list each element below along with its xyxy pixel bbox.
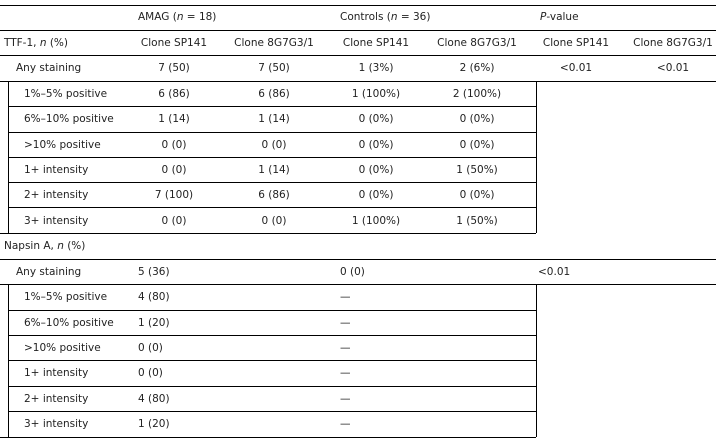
row-label: 6%–10% positive: [24, 317, 114, 329]
rule-right-border: [536, 81, 537, 233]
table-cell: 4 (80): [138, 291, 170, 303]
table-cell: <0.01: [559, 62, 593, 74]
rule-top: [0, 5, 716, 6]
table-cell: 0 (0): [138, 367, 163, 379]
column-header: Clone SP141: [140, 37, 208, 49]
table-cell: 1 (100%): [351, 88, 401, 100]
table-cell: —: [340, 317, 351, 329]
table-cell: 1 (14): [158, 113, 190, 125]
row-label: 3+ intensity: [24, 215, 89, 227]
table-cell: 1 (3%): [358, 62, 394, 74]
table-cell: 2 (100%): [452, 88, 502, 100]
table-cell: <0.01: [538, 266, 571, 278]
rule-napsin-header: [0, 259, 716, 260]
rule-ttf1-any: [0, 81, 716, 82]
rule-ttf1-row: [8, 157, 536, 158]
table-cell: —: [340, 393, 351, 405]
table-cell: 0 (0%): [358, 113, 394, 125]
table-cell: 0 (0): [340, 266, 365, 278]
table-cell: 0 (0%): [358, 164, 394, 176]
table-cell: 6 (86): [258, 189, 290, 201]
row-label: Any staining: [16, 266, 82, 278]
group-header-pvalue: P-value: [540, 11, 579, 23]
table-cell: 0 (0): [161, 215, 187, 227]
column-header: Clone 8G7G3/1: [437, 37, 517, 49]
rule-bottom: [0, 437, 536, 438]
table-cell: 0 (0): [161, 139, 187, 151]
table-cell: 1 (50%): [456, 215, 498, 227]
row-label: 2+ intensity: [24, 189, 89, 201]
rule-left-border: [8, 284, 9, 437]
row-label: 1%–5% positive: [24, 88, 108, 100]
table-cell: 0 (0%): [459, 189, 495, 201]
column-header: Clone 8G7G3/1: [633, 37, 713, 49]
rule-napsin-row: [8, 360, 536, 361]
rule-ttf1-row: [8, 207, 536, 208]
table-cell: 5 (36): [138, 266, 170, 278]
table-cell: 1 (100%): [351, 215, 401, 227]
table-cell: 1 (14): [258, 164, 290, 176]
table-cell: 0 (0): [138, 342, 163, 354]
table-cell: 0 (0): [261, 139, 287, 151]
table-cell: 0 (0%): [358, 189, 394, 201]
rule-header-mid: [0, 30, 716, 31]
column-header: Clone 8G7G3/1: [234, 37, 314, 49]
table-cell: 1 (50%): [456, 164, 498, 176]
row-label: >10% positive: [24, 139, 101, 151]
column-header: Clone SP141: [342, 37, 410, 49]
table-cell: —: [340, 291, 351, 303]
rule-napsin-row: [8, 411, 536, 412]
table-cell: 7 (50): [258, 62, 290, 74]
row-label: 1+ intensity: [24, 164, 89, 176]
table-cell: 6 (86): [258, 88, 290, 100]
rule-napsin-row: [8, 310, 536, 311]
table-cell: 6 (86): [158, 88, 190, 100]
table-cell: 0 (0): [261, 215, 287, 227]
table-cell: 0 (0%): [459, 139, 495, 151]
table-cell: 4 (80): [138, 393, 170, 405]
table-cell: —: [340, 342, 351, 354]
column-header: Clone SP141: [542, 37, 610, 49]
rule-ttf1-row: [8, 182, 536, 183]
row-label: 2+ intensity: [24, 393, 89, 405]
row-label: Any staining: [16, 62, 82, 74]
rule-header-bottom: [0, 55, 716, 56]
rule-left-border: [8, 81, 9, 233]
row-label: 6%–10% positive: [24, 113, 114, 125]
rule-napsin-any: [0, 284, 716, 285]
rule-napsin-row: [8, 335, 536, 336]
table-cell: 1 (14): [258, 113, 290, 125]
row-label: >10% positive: [24, 342, 101, 354]
table-cell: 1 (20): [138, 317, 170, 329]
row-label: 3+ intensity: [24, 418, 89, 430]
table-cell: 1 (20): [138, 418, 170, 430]
napsin-section-label: Napsin A, n (%): [4, 240, 86, 252]
table-cell: —: [340, 367, 351, 379]
table-cell: 0 (0%): [459, 113, 495, 125]
table-cell: 0 (0): [161, 164, 187, 176]
row-label: 1%–5% positive: [24, 291, 108, 303]
table-cell: <0.01: [656, 62, 690, 74]
ttf1-section-label: TTF-1, n (%): [4, 37, 68, 49]
row-label: 1+ intensity: [24, 367, 89, 379]
rule-right-border: [536, 284, 537, 437]
table-cell: 7 (100): [154, 189, 194, 201]
rule-napsin-row: [8, 386, 536, 387]
table-cell: 0 (0%): [358, 139, 394, 151]
group-header-controls: Controls (n = 36): [340, 11, 431, 23]
table-cell: —: [340, 418, 351, 430]
group-header-amag: AMAG (n = 18): [138, 11, 217, 23]
table-cell: 7 (50): [158, 62, 190, 74]
table-cell: 2 (6%): [459, 62, 495, 74]
rule-ttf1-row: [8, 106, 536, 107]
rule-ttf1-row: [8, 132, 536, 133]
rule-ttf1-bottom: [0, 233, 536, 234]
